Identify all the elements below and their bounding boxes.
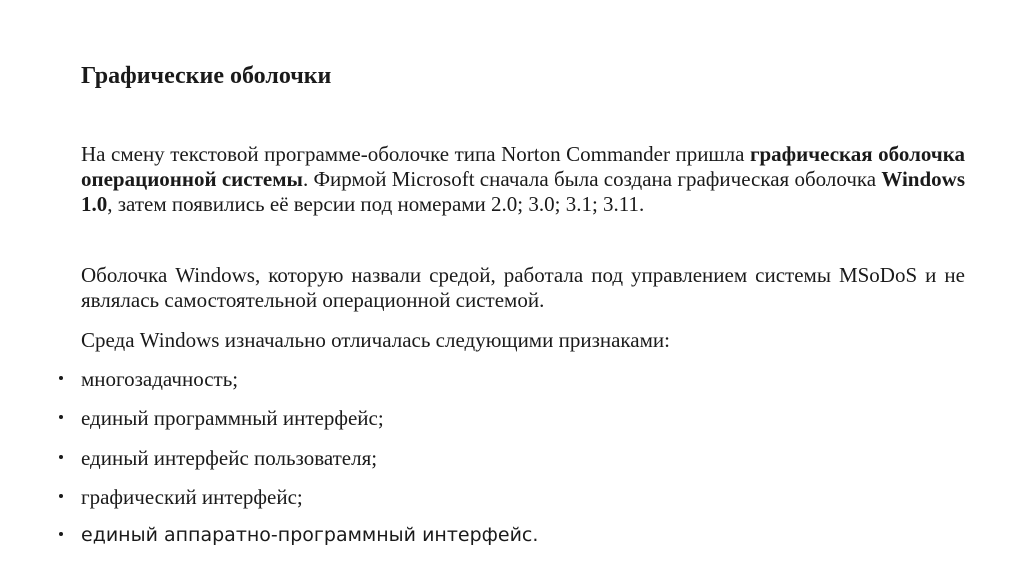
list-item <box>0 485 700 515</box>
paragraph-intro-text-1: На смену текстовой программе-оболочке типа Norton Commander пришла <box>81 142 750 166</box>
slide-title: Графические оболочки <box>81 63 332 89</box>
list-item <box>0 446 700 476</box>
bullet-icon <box>59 455 63 459</box>
bullet-icon <box>59 532 63 536</box>
paragraph-intro-bold-2: Windows 1.0 <box>81 167 965 216</box>
paragraph-features-intro: Среда Windows изначально отличалась следующими признаками: <box>81 328 670 352</box>
list-item-text: многозадачность; <box>81 367 239 391</box>
list-item-text: единый аппаратно-программный интерфейс. <box>81 524 539 546</box>
bullet-icon <box>59 415 63 419</box>
list-item <box>0 367 700 397</box>
list-item <box>0 406 700 436</box>
list-item-text: единый интерфейс пользователя; <box>81 446 378 470</box>
paragraph-shell: Оболочка Windows, которую назвали средой, работала под управлением системы MSoDoS и не являлась самостоятельной операционной системой. <box>81 263 965 312</box>
list-item-text: единый программный интерфейс; <box>81 406 384 430</box>
paragraph-intro <box>81 142 965 217</box>
bullet-icon <box>59 494 63 498</box>
list-item <box>0 523 700 553</box>
bullet-icon <box>59 376 63 380</box>
list-item-text: графический интерфейс; <box>81 485 303 509</box>
paragraph-intro-text-2: . Фирмой Microsoft сначала была создана графическая оболочка <box>302 167 882 191</box>
paragraph-intro-bold-1: графическая оболочка операционной системы <box>81 142 965 191</box>
paragraph-intro-text-3: , затем появились её версии под номерами 2.0; 3.0; 3.1; 3.11. <box>107 192 645 216</box>
